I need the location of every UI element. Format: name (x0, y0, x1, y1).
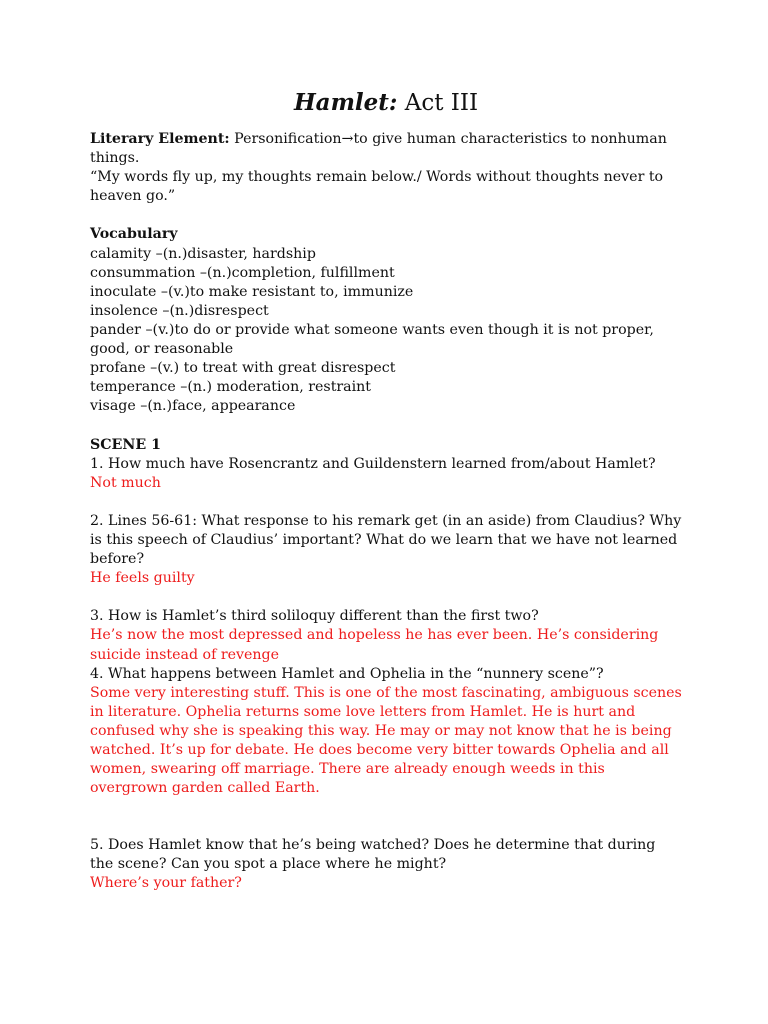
spacer (90, 588, 682, 607)
literary-element-colon: : (224, 131, 230, 147)
answer-1: Not much (90, 474, 161, 491)
vocab-item-consummation: consummation –(n.)completion, fulfillment (90, 264, 395, 281)
title-italic: Hamlet: (293, 89, 398, 116)
question-4: 4. What happens between Hamlet and Ophelia in the “nunnery scene”? (90, 665, 604, 682)
question-5: 5. Does Hamlet know that he’s being watched? Does he determine that during the scene? Can you spot a place where he might? (90, 837, 656, 873)
literary-element-quote: “My words fly up, my thoughts remain below./ Words without thoughts never to heaven go.” (90, 169, 664, 205)
spacer (90, 206, 682, 225)
vocab-item-pander: pander –(v.)to do or provide what someone wants even though it is not proper, good, or reasonable (90, 321, 654, 358)
vocab-item-profane: profane –(v.) to treat with great disrespect (90, 360, 396, 377)
vocab-item-insolence: insolence –(n.)disrespect (90, 302, 269, 319)
spacer (90, 493, 682, 512)
vocab-item-calamity: calamity –(n.)disaster, hardship (90, 245, 316, 262)
spacer (90, 798, 682, 836)
literary-element-paragraph (90, 130, 682, 168)
literary-element-text: Personification→to give human characteristics to nonhuman things. (90, 131, 667, 167)
question-3: 3. How is Hamlet’s third soliloquy different than the first two? (90, 608, 539, 625)
answer-2: He feels guilty (90, 570, 195, 587)
question-1: 1. How much have Rosencrantz and Guildenstern learned from/about Hamlet? (90, 455, 656, 472)
vocab-item-visage: visage –(n.)face, appearance (90, 398, 296, 415)
title-rest: Act III (397, 90, 479, 116)
vocab-item-temperance: temperance –(n.) moderation, restraint (90, 379, 372, 396)
page-title (90, 88, 682, 118)
literary-element-label: Literary Element (90, 131, 225, 147)
answer-3: He’s now the most depressed and hopeless he has ever been. He’s considering suicide instead of revenge (90, 627, 659, 663)
answer-4: Some very interesting stuff. This is one of the most fascinating, ambiguous scenes in literature. Ophelia returns some love letters from Hamlet. He is hurt and confused why she is speaking this way. He may or may not know that he is being watched. It’s up for debate. He does become very bitter towards Ophelia and all women, swearing off marriage. There are already enough weeds in this overgrown garden called Earth. (90, 684, 682, 797)
answer-5: Where’s your father? (90, 875, 242, 892)
vocab-item-inoculate: inoculate –(v.)to make resistant to, immunize (90, 283, 414, 300)
vocabulary-heading: Vocabulary (90, 226, 178, 243)
question-2: 2. Lines 56-61: What response to his remark get (in an aside) from Claudius? Why is this speech of Claudius’ important? What do we learn that we have not learned before? (90, 512, 682, 568)
spacer (90, 416, 682, 435)
scene-heading: SCENE 1 (90, 436, 161, 453)
document-page (90, 88, 682, 894)
